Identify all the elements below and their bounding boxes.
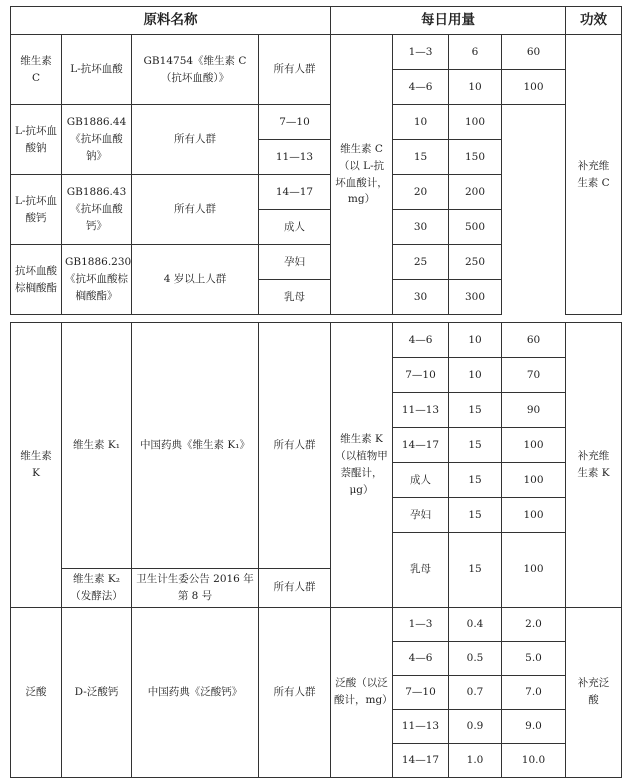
vitk-max-0: 60 — [502, 323, 566, 358]
vitk-max-6: 100 — [502, 533, 566, 608]
header-material: 原料名称 — [11, 7, 331, 35]
vitk-item-1-population: 所有人群 — [259, 569, 331, 608]
vitk-min-0: 10 — [449, 323, 502, 358]
vitc-min-1: 10 — [449, 70, 502, 105]
panto-nutrient: 泛酸 — [11, 607, 62, 777]
vitc-max-5: 500 — [449, 210, 502, 245]
vitk-nutrient-cell — [11, 323, 62, 608]
panto-age-2: 7—10 — [393, 675, 449, 709]
vitc-item-2-standard: GB1886.43《抗坏血酸钙》 — [62, 175, 132, 245]
panto-effect: 补充泛酸 — [577, 677, 610, 707]
vitc-item-3-standard: GB1886.230 《抗坏血酸棕榈酸酯》 — [62, 245, 132, 315]
panto-max-1: 5.0 — [502, 641, 566, 675]
vitc-max-0: 60 — [502, 35, 566, 70]
vitc-max-6: 250 — [449, 245, 502, 280]
vitc-unit: 维生素 C（以 L-抗坏血酸计，mg） — [331, 35, 393, 315]
vitk-age-3: 14—17 — [393, 428, 449, 463]
vitk-item-1-name: 维生素 K₂（发酵法） — [62, 569, 132, 608]
vitk-unit: 维生素 K（以植物甲萘醌计，μg） — [331, 323, 393, 608]
vitc-item-1-standard: GB1886.44《抗坏血酸钠》 — [62, 105, 132, 175]
vitk-max-2: 90 — [502, 393, 566, 428]
panto-min-3: 0.9 — [449, 709, 502, 743]
vitc-item-0-name: L-抗坏血酸 — [62, 35, 132, 105]
vitk-nutrient: 维生素K — [20, 450, 52, 479]
vitk-effect: 补充维生素 K — [577, 450, 610, 479]
vitk-min-4: 15 — [449, 463, 502, 498]
panto-max-0: 2.0 — [502, 607, 566, 641]
panto-min-4: 1.0 — [449, 743, 502, 777]
vitk-max-3: 100 — [502, 428, 566, 463]
vitc-age-2: 7—10 — [259, 105, 331, 140]
nutrient-dosage-table — [10, 6, 622, 315]
panto-age-1: 4—6 — [393, 641, 449, 675]
vitc-age-4: 14—17 — [259, 175, 331, 210]
panto-age-4: 14—17 — [393, 743, 449, 777]
header-daily-amount: 每日用量 — [331, 7, 566, 35]
vitk-age-0: 4—6 — [393, 323, 449, 358]
vitc-effect-cell — [566, 35, 622, 315]
panto-unit: 泛酸（以泛酸计，mg） — [331, 607, 393, 777]
vitk-min-6: 15 — [449, 533, 502, 608]
panto-item-0-population: 所有人群 — [259, 607, 331, 777]
vitk-max-1: 70 — [502, 358, 566, 393]
vitc-min-3: 15 — [393, 140, 449, 175]
vitk-item-0-population: 所有人群 — [259, 323, 331, 569]
panto-max-4: 10.0 — [502, 743, 566, 777]
vitk-min-1: 10 — [449, 358, 502, 393]
vitk-age-2: 11—13 — [393, 393, 449, 428]
vitc-age-1: 4—6 — [393, 70, 449, 105]
vitc-item-3-name: 抗坏血酸棕榈酸酯 — [11, 245, 62, 315]
vitc-max-3: 150 — [449, 140, 502, 175]
vitc-age-3: 11—13 — [259, 140, 331, 175]
panto-max-3: 9.0 — [502, 709, 566, 743]
vitk-age-4: 成人 — [393, 463, 449, 498]
table-row — [11, 323, 622, 358]
vitk-min-5: 15 — [449, 498, 502, 533]
vitc-age-0: 1—3 — [393, 35, 449, 70]
nutrient-dosage-table-lower — [10, 322, 622, 778]
panto-min-0: 0.4 — [449, 607, 502, 641]
table-row — [11, 175, 622, 210]
vitc-min-2: 10 — [393, 105, 449, 140]
vitc-min-7: 30 — [393, 280, 449, 315]
panto-age-0: 1—3 — [393, 607, 449, 641]
panto-item-0-name: D-泛酸钙 — [62, 607, 132, 777]
vitc-age-6: 孕妇 — [259, 245, 331, 280]
panto-item-0-standard: 中国药典《泛酸钙》 — [132, 607, 259, 777]
panto-max-2: 7.0 — [502, 675, 566, 709]
table-row — [11, 607, 622, 641]
vitc-max-7: 300 — [449, 280, 502, 315]
vitk-age-5: 孕妇 — [393, 498, 449, 533]
panto-min-1: 0.5 — [449, 641, 502, 675]
vitk-min-3: 15 — [449, 428, 502, 463]
panto-age-3: 11—13 — [393, 709, 449, 743]
vitc-item-2-name: L-抗坏血酸钙 — [11, 175, 62, 245]
vitc-max-1: 100 — [502, 70, 566, 105]
vitk-effect-cell — [566, 323, 622, 608]
vitk-max-4: 100 — [502, 463, 566, 498]
vitc-min-0: 6 — [449, 35, 502, 70]
panto-effect-cell — [566, 607, 622, 777]
vitc-age-5: 成人 — [259, 210, 331, 245]
vitc-age-7: 乳母 — [259, 280, 331, 315]
vitc-max-4: 200 — [449, 175, 502, 210]
table-row — [11, 245, 622, 280]
vitc-item-0-standard: GB14754《维生素 C（抗坏血酸）》 — [132, 35, 259, 105]
vitk-item-0-name: 维生素 K₁ — [62, 323, 132, 569]
vitc-max-2: 100 — [449, 105, 502, 140]
vitk-age-6: 乳母 — [393, 533, 449, 608]
vitk-item-0-standard: 中国药典《维生素 K₁》 — [132, 323, 259, 569]
vitc-nutrient: 维生素C — [20, 54, 52, 84]
panto-min-2: 0.7 — [449, 675, 502, 709]
vitk-min-2: 15 — [449, 393, 502, 428]
vitk-max-5: 100 — [502, 498, 566, 533]
table-row — [11, 105, 622, 140]
vitc-min-5: 30 — [393, 210, 449, 245]
header-effect: 功效 — [566, 7, 622, 35]
table-row — [11, 35, 622, 70]
vitc-effect: 补充维生素 C — [577, 159, 610, 189]
vitc-item-1-name: L-抗坏血酸钠 — [11, 105, 62, 175]
vitc-item-1-population: 所有人群 — [132, 105, 259, 175]
vitc-item-3-population: 4 岁以上人群 — [132, 245, 259, 315]
header-row — [11, 7, 622, 35]
vitk-age-1: 7—10 — [393, 358, 449, 393]
vitc-min-6: 25 — [393, 245, 449, 280]
vitc-item-0-population: 所有人群 — [259, 35, 331, 105]
vitk-item-1-standard: 卫生计生委公告 2016 年第 8 号 — [132, 569, 259, 608]
vitc-item-2-population: 所有人群 — [132, 175, 259, 245]
vitc-min-4: 20 — [393, 175, 449, 210]
vitc-nutrient-cell — [11, 35, 62, 105]
